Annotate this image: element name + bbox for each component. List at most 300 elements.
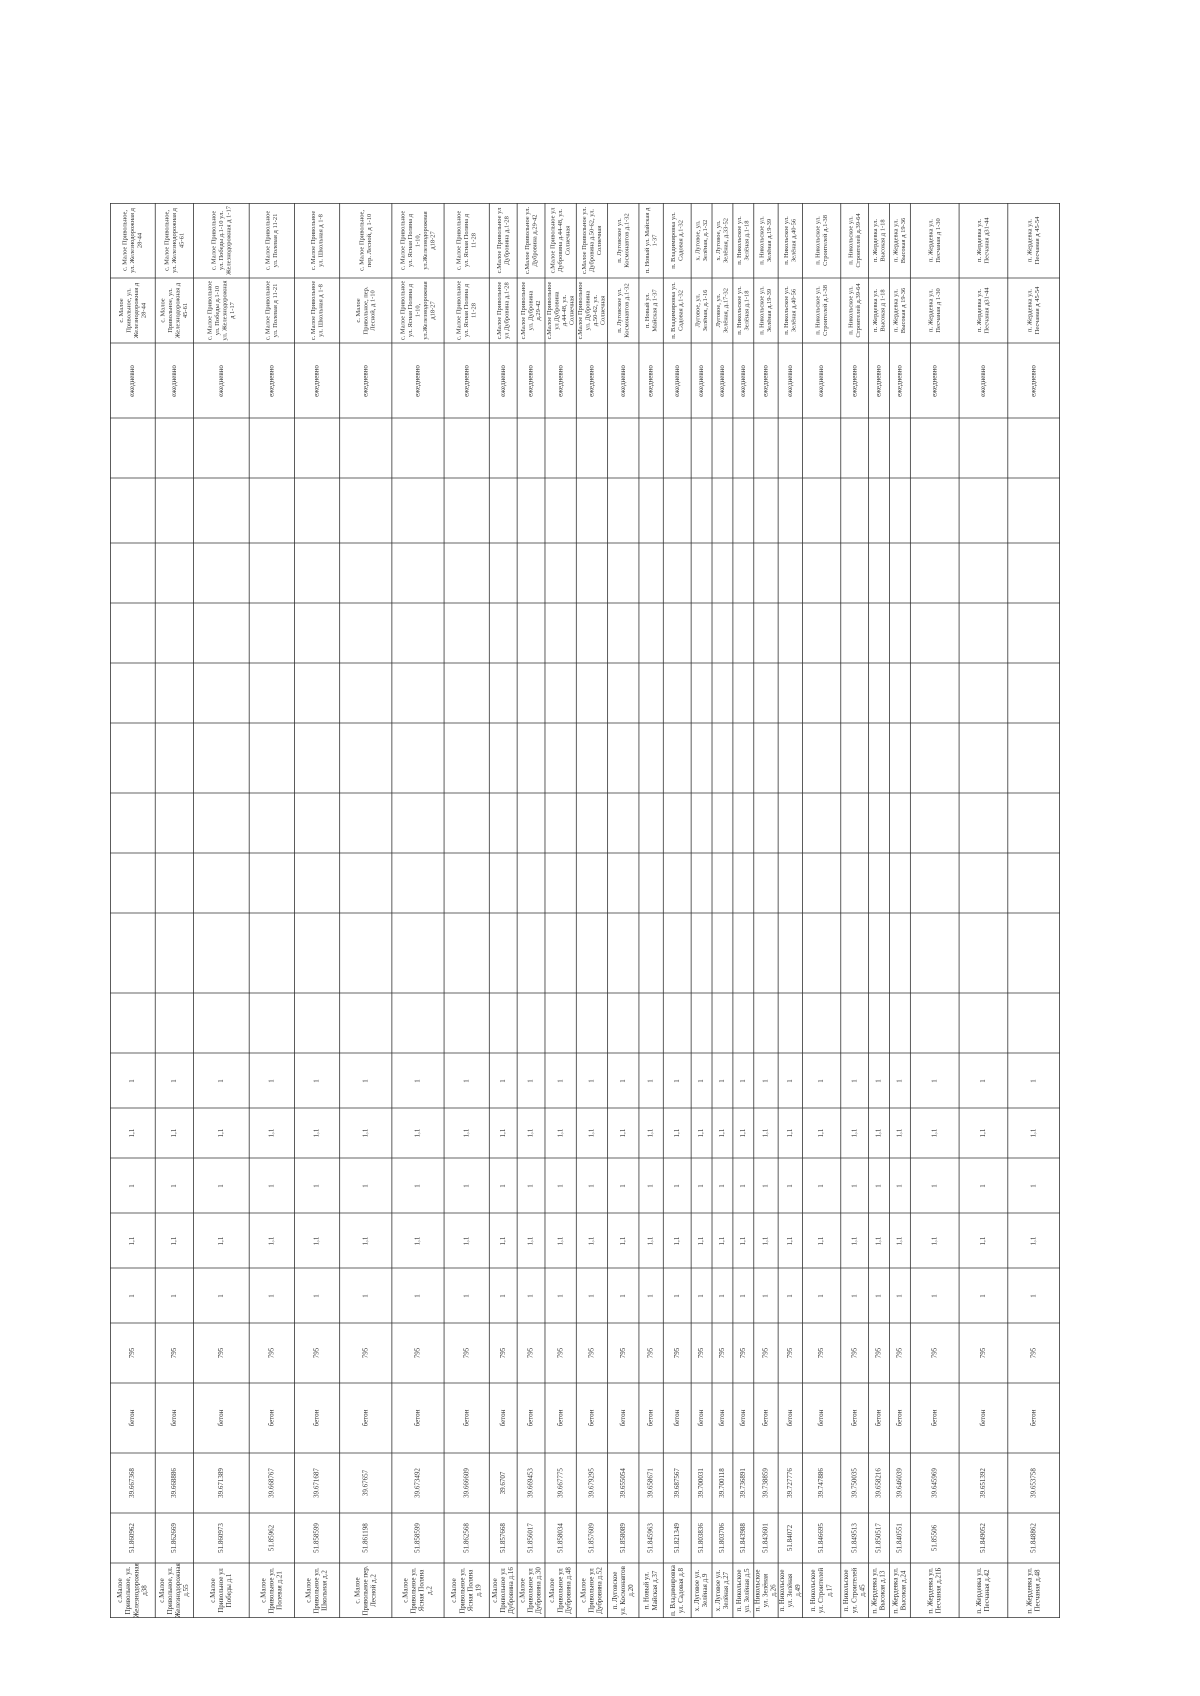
height-cell: 795 bbox=[413, 1347, 422, 1359]
height-cell: 795 bbox=[930, 1347, 939, 1359]
value-cell: 1 bbox=[169, 1079, 178, 1083]
address-cell-line: с.Малое bbox=[548, 1578, 557, 1603]
value-cell: 1 bbox=[817, 1079, 826, 1083]
value-cell: 1 bbox=[646, 1079, 655, 1083]
schedule-cell: ежедневно bbox=[785, 365, 794, 397]
value-cell: 1 bbox=[267, 1294, 276, 1298]
longitude-cell: 39.671687 bbox=[312, 1468, 321, 1498]
value-cell: 1 bbox=[718, 1294, 727, 1298]
address-cell-line: с.Малое bbox=[116, 1578, 125, 1603]
value-cell: 1 bbox=[672, 1079, 681, 1083]
value-cell: 1 bbox=[361, 1294, 370, 1298]
address-cell-line: ул. Зелёная bbox=[785, 1573, 794, 1608]
served-address-cell-line: Майская д 1-37 bbox=[651, 289, 659, 332]
served-address-cell bbox=[759, 286, 773, 335]
served-address-cell-line: п. Новый ул. Майская д bbox=[643, 207, 651, 274]
served-address-cell bbox=[550, 207, 572, 273]
address-cell bbox=[809, 1568, 833, 1613]
address-cell-line: д.17 bbox=[825, 1584, 834, 1597]
longitude-cell: 39.671389 bbox=[216, 1468, 225, 1498]
value-cell: 1 bbox=[874, 1079, 883, 1083]
height-cell: 795 bbox=[874, 1347, 883, 1359]
served-address-cell-line: ул. Победы д.1-10 ул. bbox=[217, 210, 225, 271]
material-cell: бетон bbox=[874, 1409, 883, 1427]
address-cell-line: п. Луговское bbox=[610, 1571, 619, 1610]
served-address-cell-line: п. Никольское ул. bbox=[758, 286, 766, 335]
served-address-cell bbox=[694, 289, 708, 331]
served-address-cell-line: п. Новый ул. bbox=[643, 292, 651, 329]
served-address-cell bbox=[355, 286, 377, 334]
address-cell-line: х. Луговое ул. bbox=[693, 1569, 702, 1612]
material-cell: бетон bbox=[556, 1409, 565, 1427]
height-cell: 795 bbox=[462, 1347, 471, 1359]
served-address-cell-line: ул. Полевая д 11-21 bbox=[272, 213, 280, 268]
material-cell: бетон bbox=[312, 1409, 321, 1427]
served-address-cell-line: д.29-42 bbox=[535, 300, 543, 321]
address-cell-line: Песчаная д.48 bbox=[1033, 1569, 1042, 1612]
served-address-cell bbox=[976, 287, 990, 334]
value-cell: 1,1 bbox=[895, 1128, 904, 1138]
schedule-cell: ежедневно bbox=[498, 365, 507, 397]
address-cell-line: д.20 bbox=[626, 1584, 635, 1597]
address-cell bbox=[402, 1567, 434, 1614]
value-cell: 1 bbox=[216, 1184, 225, 1188]
address-cell-line: Песчаная д.21Б bbox=[934, 1567, 943, 1614]
value-cell: 1,1 bbox=[930, 1236, 939, 1246]
address-cell-line: с.Малое bbox=[157, 1578, 166, 1603]
value-cell: 1 bbox=[526, 1184, 535, 1188]
value-cell: 1,1 bbox=[874, 1128, 883, 1138]
value-cell: 1 bbox=[312, 1184, 321, 1188]
material-cell: бетон bbox=[361, 1409, 370, 1427]
served-address-cell-line: Железнодорожная д bbox=[174, 282, 182, 339]
address-cell bbox=[548, 1567, 572, 1614]
value-cell: 1,1 bbox=[216, 1236, 225, 1246]
served-address-cell-line: Садовая д.1-32 bbox=[677, 289, 685, 332]
material-cell: бетон bbox=[413, 1409, 422, 1427]
value-cell: 1,1 bbox=[312, 1128, 321, 1138]
latitude-cell: 51.803836 bbox=[697, 1523, 706, 1553]
height-cell: 795 bbox=[895, 1347, 904, 1359]
longitude-cell: 39.700118 bbox=[718, 1468, 727, 1498]
value-cell: 1 bbox=[874, 1184, 883, 1188]
served-address-cell-line: с.Малое Привольное bbox=[520, 281, 528, 340]
material-cell: бетон bbox=[618, 1409, 627, 1427]
served-address-cell bbox=[872, 219, 886, 262]
latitude-cell: 51.862568 bbox=[462, 1523, 471, 1553]
longitude-cell: 39.658671 bbox=[646, 1468, 655, 1498]
served-address-cell-line: 28-44 bbox=[136, 232, 144, 249]
served-address-cell-line: ул Дубровина д.1-28 bbox=[503, 282, 511, 339]
served-address-cell-line: Песчаная д 1-30 bbox=[934, 218, 942, 263]
value-cell: 1 bbox=[618, 1079, 627, 1083]
address-cell bbox=[926, 1567, 942, 1613]
value-cell: 1 bbox=[587, 1294, 596, 1298]
served-address-cell-line: 1-10, bbox=[414, 233, 422, 248]
address-cell-line: д.2 bbox=[425, 1586, 434, 1595]
value-cell: 1,1 bbox=[785, 1128, 794, 1138]
schedule-cell: ежедневно bbox=[413, 365, 422, 397]
address-cell-line: с.Малое bbox=[304, 1578, 313, 1603]
served-address-cell-line: п. Никольское ул. bbox=[736, 286, 744, 335]
schedule-cell: ежедневно bbox=[526, 365, 535, 397]
served-address-cell-line: 1-10, bbox=[414, 303, 422, 318]
schedule-cell: ежедневно bbox=[267, 365, 276, 397]
served-address-cell-line: п. Никольское ул. bbox=[847, 286, 855, 335]
served-address-cell bbox=[644, 289, 658, 332]
material-cell: бетон bbox=[646, 1409, 655, 1427]
served-address-cell bbox=[265, 281, 279, 341]
served-address-cell-line: Высокая д 1-18 bbox=[879, 289, 887, 332]
longitude-cell: 39.747886 bbox=[817, 1468, 826, 1498]
served-address-cell bbox=[265, 211, 279, 271]
served-address-cell-line: д18-27 bbox=[429, 231, 437, 250]
value-cell: 1,1 bbox=[672, 1236, 681, 1246]
schedule-cell: ежедневно bbox=[646, 365, 655, 397]
served-address-cell-line: ул. Полевая д 11-21 bbox=[272, 283, 280, 338]
latitude-cell: 51.858599 bbox=[413, 1523, 422, 1553]
address-cell-line: Железнодорожная bbox=[132, 1563, 141, 1618]
value-cell: 1 bbox=[817, 1184, 826, 1188]
value-cell: 1 bbox=[267, 1079, 276, 1083]
served-address-cell-line: Садовая д.1-32 bbox=[677, 219, 685, 262]
longitude-cell: 39.653758 bbox=[1029, 1468, 1038, 1498]
value-cell: 1 bbox=[169, 1184, 178, 1188]
material-cell: бетон bbox=[498, 1409, 507, 1427]
served-address-cell bbox=[546, 281, 575, 339]
served-address-cell-line: Песчаная д 1-30 bbox=[934, 288, 942, 333]
address-cell bbox=[259, 1567, 283, 1614]
value-cell: 1,1 bbox=[718, 1128, 727, 1138]
height-cell: 795 bbox=[850, 1347, 859, 1359]
served-address-cell-line: Железнодорожная д 1-17 bbox=[225, 206, 233, 275]
served-address-cell-line: с. Малое Привольное bbox=[399, 210, 407, 271]
served-address-cell bbox=[496, 281, 510, 339]
value-cell: 1,1 bbox=[413, 1128, 422, 1138]
served-address-cell bbox=[456, 211, 478, 271]
value-cell: 1,1 bbox=[850, 1236, 859, 1246]
served-address-cell-line: 45-61 bbox=[182, 302, 190, 319]
served-address-cell bbox=[736, 286, 750, 335]
address-cell-line: Привольное ул bbox=[587, 1568, 596, 1613]
address-cell-line: Привольное, ул. bbox=[124, 1566, 133, 1615]
address-cell bbox=[580, 1567, 604, 1614]
latitude-cell: 51.849052 bbox=[979, 1523, 988, 1553]
address-cell-line: п. Никольское bbox=[777, 1569, 786, 1612]
served-address-cell-line: Космонавтов д.1-32 bbox=[623, 213, 631, 268]
longitude-cell: 39.667775 bbox=[556, 1468, 565, 1498]
schedule-cell: ежедневно bbox=[738, 365, 747, 397]
served-address-cell-line: д.44-48, ул. bbox=[560, 294, 568, 327]
served-address-cell-line: с.Малое Привольное ул. bbox=[580, 206, 588, 275]
served-address-cell-line: с. Малое Привольное bbox=[455, 280, 463, 341]
schedule-cell: ежедневно bbox=[761, 365, 770, 397]
value-cell: 1 bbox=[413, 1184, 422, 1188]
served-address-cell-line: п. Никольское ул. bbox=[814, 286, 822, 335]
served-address-cell bbox=[759, 216, 773, 265]
served-address-cell bbox=[163, 207, 185, 273]
value-cell: 1 bbox=[718, 1079, 727, 1083]
height-cell: 795 bbox=[556, 1347, 565, 1359]
served-address-cell-line: п. Жердевка ул. bbox=[1026, 219, 1034, 262]
value-cell: 1 bbox=[312, 1079, 321, 1083]
address-cell bbox=[714, 1570, 730, 1612]
value-cell: 1,1 bbox=[817, 1128, 826, 1138]
address-cell-line: Школьная д.2 bbox=[320, 1570, 329, 1611]
material-cell: бетон bbox=[895, 1409, 904, 1427]
address-cell-line: с.Малое bbox=[401, 1578, 410, 1603]
served-address-cell-line: Высокая д 19-36 bbox=[900, 287, 908, 334]
value-cell: 1 bbox=[462, 1079, 471, 1083]
material-cell: бетон bbox=[526, 1409, 535, 1427]
served-address-cell-line: п. Жердевка ул. bbox=[892, 289, 900, 332]
value-cell: 1,1 bbox=[267, 1128, 276, 1138]
served-address-cell-line: Дубровина д.44-48, ул. bbox=[557, 208, 565, 273]
rotated-table bbox=[110, 203, 1060, 1618]
material-cell: бетон bbox=[128, 1409, 137, 1427]
height-cell: 795 bbox=[761, 1347, 770, 1359]
served-address-cell-line: 28-44 bbox=[140, 302, 148, 319]
served-address-cell-line: Зелёная д.1-18 bbox=[743, 290, 751, 331]
served-address-cell-line: с. Малое Привольное bbox=[309, 280, 317, 341]
latitude-cell: 51.857668 bbox=[498, 1523, 507, 1553]
value-cell: 1 bbox=[556, 1184, 565, 1188]
served-address-cell-line: ул. Железнодорожная bbox=[221, 280, 229, 341]
value-cell: 1 bbox=[312, 1294, 321, 1298]
served-address-cell bbox=[893, 287, 907, 333]
served-address-cell-line: с. Малое Привольное bbox=[455, 210, 463, 271]
served-address-cell-line: п. Луговское ул. bbox=[616, 288, 624, 333]
address-cell bbox=[693, 1570, 709, 1612]
address-cell-line: Привольное ул. bbox=[458, 1567, 467, 1614]
latitude-cell: 51.843601 bbox=[761, 1523, 770, 1553]
served-address-cell-line: Песчаная д 45-54 bbox=[1034, 216, 1042, 265]
served-address-cell-line: Строителей д.1-38 bbox=[821, 285, 829, 336]
served-address-cell-line: ул.Железнодорожная bbox=[421, 281, 429, 340]
latitude-cell: 51.858089 bbox=[618, 1523, 627, 1553]
material-cell: бетон bbox=[738, 1409, 747, 1427]
value-cell: 1,1 bbox=[267, 1236, 276, 1246]
address-cell-line: Дубровина д.48 bbox=[564, 1567, 573, 1614]
value-cell: 1 bbox=[697, 1079, 706, 1083]
schedule-cell: ежедневно bbox=[895, 365, 904, 397]
value-cell: 1,1 bbox=[526, 1128, 535, 1138]
served-address-cell-line: Строителей д.1-38 bbox=[821, 215, 829, 266]
address-cell-line: Привольное ул bbox=[216, 1568, 225, 1613]
latitude-cell: 51.850517 bbox=[874, 1523, 883, 1553]
address-cell bbox=[871, 1567, 887, 1613]
served-address-cell bbox=[783, 286, 797, 335]
served-address-cell-line: ул. Дубровина bbox=[584, 290, 592, 331]
address-cell bbox=[116, 1563, 148, 1618]
address-cell-line: Дубровина д.52 bbox=[595, 1567, 604, 1614]
address-cell-line: Привольное пер. bbox=[361, 1565, 370, 1616]
material-cell: бетон bbox=[930, 1409, 939, 1427]
value-cell: 1,1 bbox=[979, 1128, 988, 1138]
served-address-cell-line: ул. Школьная д 1-8 bbox=[317, 284, 325, 337]
schedule-cell: ежедневно bbox=[979, 365, 988, 397]
value-cell: 1 bbox=[498, 1294, 507, 1298]
address-cell bbox=[611, 1565, 635, 1615]
longitude-cell: 39.750035 bbox=[850, 1468, 859, 1498]
served-address-cell bbox=[715, 288, 729, 333]
value-cell: 1,1 bbox=[462, 1128, 471, 1138]
address-cell-line: Железнодорожная bbox=[174, 1563, 183, 1618]
value-cell: 1 bbox=[128, 1294, 137, 1298]
latitude-cell: 51.821349 bbox=[672, 1523, 681, 1553]
value-cell: 1 bbox=[526, 1079, 535, 1083]
served-address-cell-line: ул Дубровина bbox=[553, 291, 561, 330]
served-address-cell bbox=[520, 281, 542, 339]
served-address-cell bbox=[814, 215, 828, 266]
served-address-cell bbox=[1027, 286, 1041, 334]
value-cell: 1,1 bbox=[169, 1128, 178, 1138]
served-address-cell-line: Луговое, ул. bbox=[694, 293, 702, 328]
value-cell: 1 bbox=[850, 1079, 859, 1083]
address-cell-line: Майская д.37 bbox=[650, 1570, 659, 1611]
value-cell: 1,1 bbox=[498, 1128, 507, 1138]
address-cell-line: п. Жердевка ул. bbox=[975, 1567, 984, 1614]
address-cell-line: Зелёная д.27 bbox=[722, 1571, 731, 1610]
address-cell-line: п. Никольское bbox=[753, 1569, 762, 1612]
served-address-cell-line: с. Малое Привольное bbox=[309, 210, 317, 271]
value-cell: 1 bbox=[672, 1184, 681, 1188]
served-address-cell-line: п. Владимировка ул. bbox=[669, 282, 677, 339]
latitude-cell: 51.843988 bbox=[738, 1523, 747, 1553]
value-cell: 1 bbox=[216, 1079, 225, 1083]
served-address-cell-line: п. Владимировка ул. bbox=[669, 212, 677, 269]
value-cell: 1,1 bbox=[413, 1236, 422, 1246]
value-cell: 1,1 bbox=[556, 1128, 565, 1138]
value-cell: 1 bbox=[785, 1294, 794, 1298]
address-cell-line: с.Малое bbox=[490, 1578, 499, 1603]
value-cell: 1 bbox=[498, 1184, 507, 1188]
served-address-cell-line: Зелёная д.1-18 bbox=[743, 220, 751, 261]
value-cell: 1,1 bbox=[361, 1128, 370, 1138]
address-cell-line: Привольное ул bbox=[498, 1568, 507, 1613]
served-address-cell-line: ул. Ясная Поляна д bbox=[463, 213, 471, 268]
value-cell: 1,1 bbox=[1029, 1236, 1038, 1246]
schedule-cell: ежедневно bbox=[169, 365, 178, 397]
value-cell: 1,1 bbox=[646, 1236, 655, 1246]
value-cell: 1 bbox=[672, 1294, 681, 1298]
served-address-cell bbox=[581, 206, 603, 274]
schedule-cell: ежедневно bbox=[216, 365, 225, 397]
address-cell-line: Ясная Поляна bbox=[466, 1569, 475, 1612]
value-cell: 1 bbox=[1029, 1184, 1038, 1188]
served-address-cell bbox=[814, 285, 828, 336]
value-cell: 1,1 bbox=[462, 1236, 471, 1246]
value-cell: 1 bbox=[267, 1184, 276, 1188]
value-cell: 1,1 bbox=[526, 1236, 535, 1246]
value-cell: 1,1 bbox=[672, 1128, 681, 1138]
served-address-cell-line: с. Малое bbox=[354, 298, 362, 323]
address-cell bbox=[754, 1569, 778, 1611]
address-cell-line: с.Малое bbox=[259, 1578, 268, 1603]
height-cell: 795 bbox=[526, 1347, 535, 1359]
served-address-cell-line: Зелёная, д.33-52 bbox=[722, 218, 730, 263]
latitude-cell: 51.846695 bbox=[817, 1523, 826, 1553]
value-cell: 1 bbox=[556, 1079, 565, 1083]
served-address-cell-line: Лесной, д 1-10 bbox=[369, 290, 377, 331]
address-cell bbox=[975, 1567, 991, 1613]
address-cell-line: ул. Зелёная bbox=[761, 1573, 770, 1608]
served-address-cell-line: Космонавтов д.1-32 bbox=[623, 283, 631, 338]
served-address-cell bbox=[847, 213, 861, 268]
served-address-cell-line: п. Никольское ул. bbox=[814, 216, 822, 265]
served-address-cell-line: с. Малое Привольное, bbox=[358, 209, 366, 272]
served-address-cell bbox=[644, 207, 658, 273]
material-cell: бетон bbox=[761, 1409, 770, 1427]
address-cell bbox=[450, 1567, 482, 1614]
address-cell-line: Привольное ул bbox=[526, 1568, 535, 1613]
value-cell: 1,1 bbox=[718, 1236, 727, 1246]
served-address-cell-line: с.Малое Привольное ул bbox=[495, 207, 503, 274]
served-address-cell-line: Привольное, ул. bbox=[167, 288, 175, 333]
longitude-cell: 39.667368 bbox=[128, 1468, 137, 1498]
value-cell: 1 bbox=[761, 1079, 770, 1083]
value-cell: 1,1 bbox=[587, 1236, 596, 1246]
longitude-cell: 39.727776 bbox=[785, 1468, 794, 1498]
material-cell: бетон bbox=[785, 1409, 794, 1427]
value-cell: 1 bbox=[587, 1079, 596, 1083]
value-cell: 1 bbox=[361, 1079, 370, 1083]
served-address-cell-line: с. Малое Привольное bbox=[210, 210, 218, 271]
material-cell: бетон bbox=[587, 1409, 596, 1427]
served-address-cell-line: ул. Победы д.1-10 bbox=[214, 285, 222, 336]
value-cell: 1,1 bbox=[738, 1236, 747, 1246]
served-address-cell-line: Строителей д.39-64 bbox=[854, 213, 862, 268]
material-cell: бетон bbox=[850, 1409, 859, 1427]
height-cell: 795 bbox=[738, 1347, 747, 1359]
served-address-cell-line: Зелёная д.19-39 bbox=[766, 288, 774, 333]
value-cell: 1 bbox=[761, 1184, 770, 1188]
served-address-cell-line: Железнодорожная д bbox=[132, 282, 140, 339]
address-cell-line: Победы д.1 bbox=[225, 1573, 234, 1608]
served-address-cell-line: Зелёная, д.1-32 bbox=[701, 219, 709, 262]
served-address-cell-line: п. Жердевка ул. bbox=[871, 289, 879, 332]
value-cell: 1 bbox=[895, 1079, 904, 1083]
value-cell: 1 bbox=[979, 1184, 988, 1188]
value-cell: 1 bbox=[1029, 1294, 1038, 1298]
longitude-cell: 39.658216 bbox=[874, 1468, 883, 1498]
latitude-cell: 51.862669 bbox=[169, 1523, 178, 1553]
served-address-cell bbox=[207, 281, 236, 341]
served-address-cell-line: д 1-17 bbox=[229, 302, 237, 319]
served-address-cell-line: ул. Железнодорожная д bbox=[170, 208, 178, 273]
value-cell: 1 bbox=[979, 1079, 988, 1083]
served-address-cell-line: ул. Дубровина bbox=[527, 290, 535, 331]
value-cell: 1 bbox=[169, 1294, 178, 1298]
value-cell: 1 bbox=[413, 1294, 422, 1298]
longitude-cell: 39.646039 bbox=[895, 1468, 904, 1498]
served-address-cell-line: с.Малое Привольное bbox=[545, 281, 553, 340]
value-cell: 1 bbox=[850, 1184, 859, 1188]
schedule-cell: ежедневно bbox=[718, 365, 727, 397]
served-address-cell-line: 45-61 bbox=[178, 232, 186, 249]
served-address-cell-line: Зелёная, д.1-16 bbox=[701, 289, 709, 332]
served-address-cell-line: с.Малое Привольное bbox=[577, 281, 585, 340]
address-cell-line: Высокая д.13 bbox=[878, 1570, 887, 1611]
longitude-cell: 39.645969 bbox=[930, 1468, 939, 1498]
height-cell: 795 bbox=[646, 1347, 655, 1359]
served-address-cell-line: Песчаная д 45-54 bbox=[1034, 286, 1042, 335]
served-address-cell-line: Песчаная д31-44 bbox=[983, 217, 991, 264]
served-address-cell-line: с. Малое Привольное bbox=[399, 280, 407, 341]
served-address-cell bbox=[210, 205, 232, 275]
served-address-cell bbox=[976, 217, 990, 264]
served-address-cell bbox=[160, 282, 189, 338]
